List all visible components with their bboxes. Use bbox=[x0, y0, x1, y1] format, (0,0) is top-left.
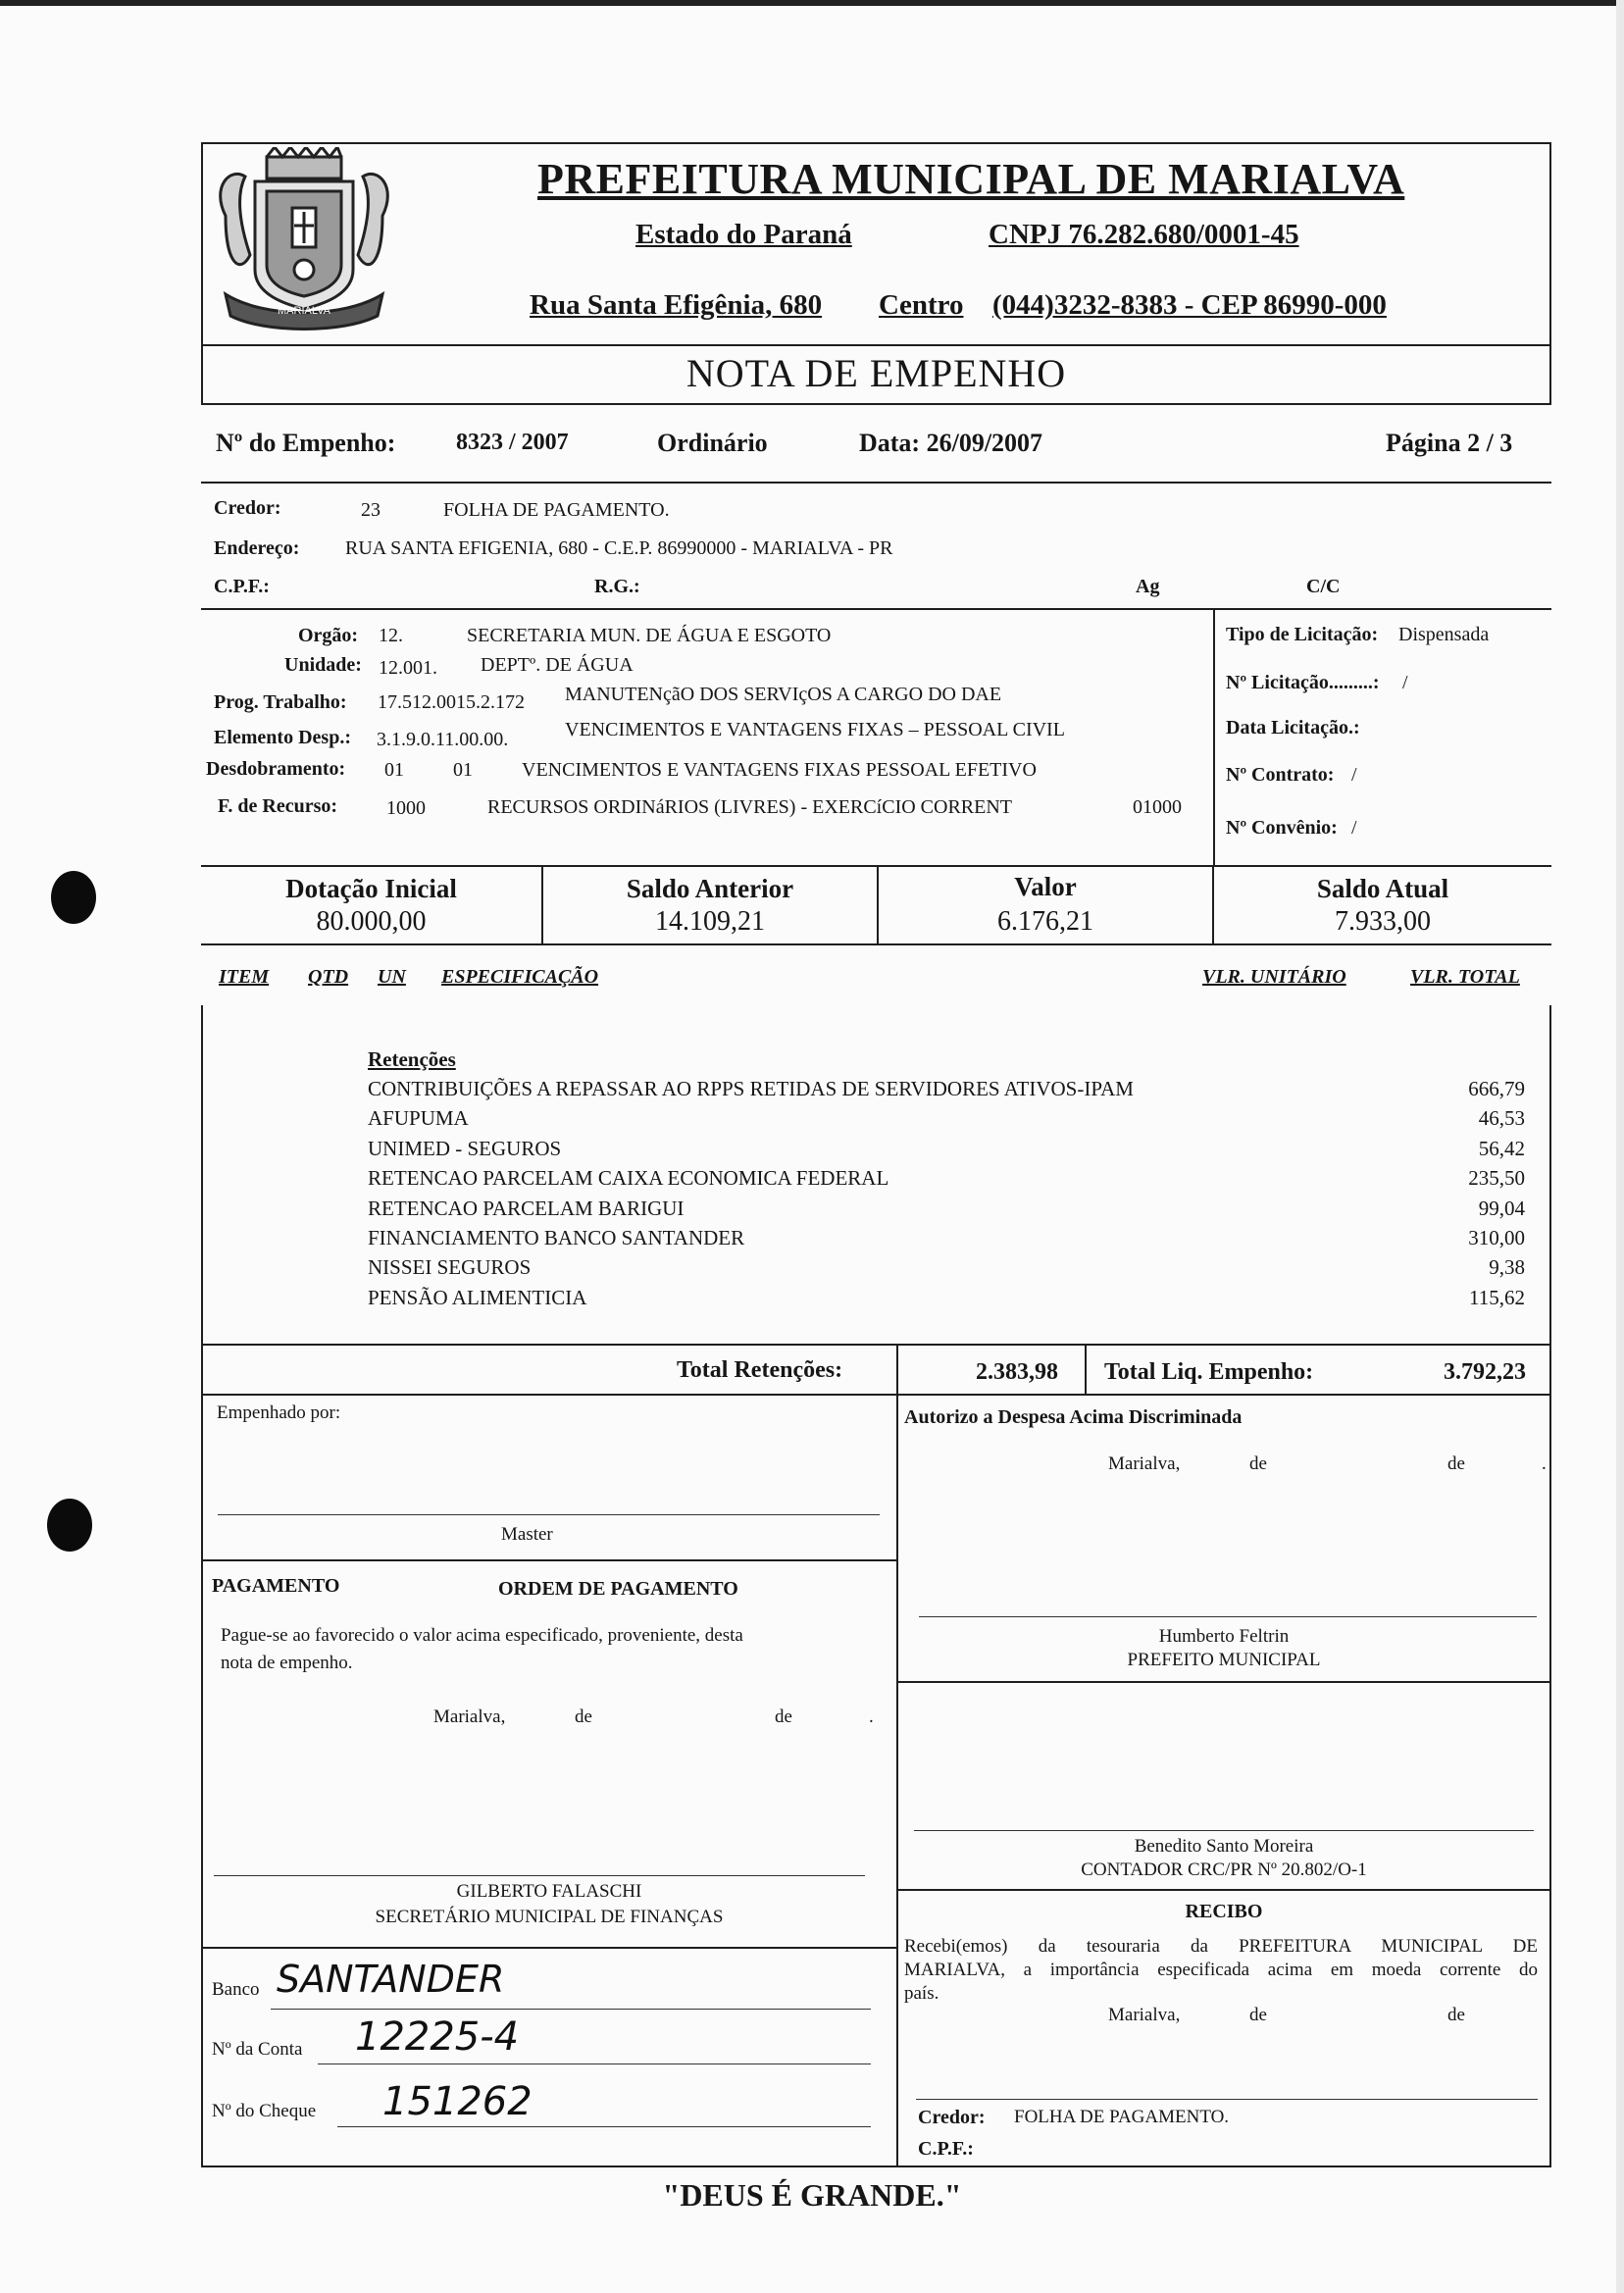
header-address: Rua Santa Efigênia, 680 bbox=[530, 289, 823, 321]
retencoes-total-top bbox=[201, 1344, 1551, 1346]
total-liquido-label: Total Liq. Empenho: bbox=[1104, 1359, 1314, 1385]
licitacao-number-value: / bbox=[1402, 672, 1408, 693]
punch-hole-bottom bbox=[47, 1499, 92, 1552]
column-qtd: QTD bbox=[308, 966, 349, 988]
valor-label: Valor bbox=[1014, 872, 1077, 901]
cpf-label: C.P.F.: bbox=[214, 576, 270, 597]
retencao-value: 56,42 bbox=[1478, 1136, 1525, 1160]
retencao-desc: AFUPUMA bbox=[368, 1106, 469, 1131]
retencoes-total-bottom bbox=[201, 1394, 1551, 1396]
retencao-desc: PENSÃO ALIMENTICIA bbox=[368, 1285, 587, 1309]
retencao-value: 46,53 bbox=[1478, 1106, 1525, 1131]
document-title: NOTA DE EMPENHO bbox=[685, 351, 1067, 395]
recibo-de-2: de bbox=[1447, 2005, 1465, 2025]
credor-name: FOLHA DE PAGAMENTO. bbox=[443, 499, 670, 521]
retencao-row bbox=[368, 1074, 1525, 1103]
retencao-value: 9,38 bbox=[1489, 1255, 1525, 1280]
contador-title: CONTADOR CRC/PR Nº 20.802/O-1 bbox=[1081, 1860, 1367, 1880]
recibo-text-line2: MARIALVA, a importância especificada acima em moeda corrente do bbox=[904, 1960, 1538, 1980]
form-bottom-border bbox=[201, 2166, 1551, 2167]
ordem-de-1: de bbox=[575, 1707, 592, 1727]
recibo-signature-line bbox=[916, 2099, 1538, 2100]
desdobramento-b: 01 bbox=[453, 759, 473, 781]
punch-hole-top bbox=[51, 871, 96, 924]
saldo-anterior-value: 14.109,21 bbox=[655, 906, 765, 937]
retencao-value: 115,62 bbox=[1469, 1285, 1525, 1309]
autorizo-de-2: de bbox=[1447, 1453, 1465, 1474]
prog-name: MANUTENçãO DOS SERVIçOS A CARGO DO DAE bbox=[565, 684, 1002, 705]
retencoes-title: Retenções bbox=[368, 1047, 456, 1071]
retencao-desc: RETENCAO PARCELAM CAIXA ECONOMICA FEDERAL bbox=[368, 1166, 889, 1191]
retencao-row bbox=[368, 1223, 1525, 1252]
summary-divider bbox=[201, 482, 1551, 484]
retencao-row bbox=[368, 1163, 1525, 1193]
empenho-date: Data: 26/09/2007 bbox=[859, 429, 1043, 457]
pagamento-label: PAGAMENTO bbox=[212, 1575, 340, 1597]
ordem-pagamento-label: ORDEM DE PAGAMENTO bbox=[498, 1578, 738, 1600]
column-specification: ESPECIFICAÇÃO bbox=[441, 966, 599, 988]
recibo-text-line1: Recebi(emos) da tesouraria da PREFEITURA MUNICIPAL DE bbox=[904, 1936, 1538, 1957]
retencao-desc: CONTRIBUIÇÕES A REPASSAR AO RPPS RETIDAS DE SERVIDORES ATIVOS-IPAM bbox=[368, 1077, 1134, 1100]
recibo-credor-label: Credor: bbox=[918, 2107, 986, 2128]
credor-label: Credor: bbox=[214, 497, 281, 519]
retencao-value: 310,00 bbox=[1468, 1225, 1525, 1249]
credor-code: 23 bbox=[361, 499, 381, 521]
cheque-label: Nº do Cheque bbox=[212, 2101, 317, 2121]
contador-signature-line bbox=[914, 1830, 1534, 1831]
cc-label: C/C bbox=[1306, 576, 1341, 597]
retencao-row bbox=[368, 1103, 1525, 1133]
header-district: Centro bbox=[879, 289, 964, 321]
fonte-code: 1000 bbox=[386, 797, 426, 819]
ag-label: Ag bbox=[1136, 576, 1160, 597]
desdobramento-label: Desdobramento: bbox=[206, 758, 346, 780]
total-retencoes-value: 2.383,98 bbox=[976, 1359, 1058, 1385]
retencoes-list bbox=[368, 1074, 1525, 1312]
prefeito-signature-line bbox=[919, 1616, 1537, 1617]
convenio-label: Nº Convênio: bbox=[1226, 817, 1338, 839]
retencao-desc: FINANCIAMENTO BANCO SANTANDER bbox=[368, 1225, 745, 1249]
licitacao-date-label: Data Licitação.: bbox=[1226, 717, 1360, 739]
orgao-name: SECRETARIA MUN. DE ÁGUA E ESGOTO bbox=[467, 625, 832, 646]
unidade-label: Unidade: bbox=[284, 654, 362, 676]
retencao-row bbox=[368, 1283, 1525, 1312]
recibo-place: Marialva, bbox=[1108, 2005, 1181, 2025]
licitacao-number-label: Nº Licitação.........: bbox=[1226, 672, 1380, 693]
ordem-place: Marialva, bbox=[433, 1707, 506, 1727]
header-phone-cep: (044)3232-8383 - CEP 86990-000 bbox=[992, 289, 1387, 321]
secretario-title: SECRETÁRIO MUNICIPAL DE FINANÇAS bbox=[375, 1907, 724, 1927]
licitacao-separator bbox=[1213, 608, 1215, 867]
fonte-label: F. de Recurso: bbox=[218, 795, 338, 817]
unidade-code: 12.001. bbox=[379, 657, 437, 679]
empenhado-signature-line bbox=[218, 1514, 880, 1515]
recibo-cpf-label: C.P.F.: bbox=[918, 2138, 974, 2160]
header-state: Estado do Paraná bbox=[635, 219, 852, 250]
coat-of-arms-logo bbox=[206, 147, 402, 333]
cheque-handwritten: 151262 bbox=[382, 2079, 533, 2124]
ordem-de-2: de bbox=[775, 1707, 792, 1727]
recibo-title: RECIBO bbox=[1185, 1901, 1263, 1922]
autorizo-dot: . bbox=[1542, 1453, 1547, 1474]
empenho-number: 8323 / 2007 bbox=[456, 430, 569, 455]
recibo-text-line3: país. bbox=[904, 1983, 939, 2004]
conta-handwritten: 12225-4 bbox=[355, 2014, 520, 2060]
column-total-value: VLR. TOTAL bbox=[1410, 966, 1520, 988]
prog-code: 17.512.0015.2.172 bbox=[378, 691, 525, 713]
column-unit-value: VLR. UNITÁRIO bbox=[1202, 966, 1346, 988]
column-un: UN bbox=[378, 966, 406, 988]
endereco-value: RUA SANTA EFIGENIA, 680 - C.E.P. 86990000 - MARIALVA - PR bbox=[345, 537, 893, 559]
retencao-row bbox=[368, 1134, 1525, 1163]
banco-label: Banco bbox=[212, 1979, 260, 2000]
retencao-desc: RETENCAO PARCELAM BARIGUI bbox=[368, 1196, 685, 1220]
banco-line bbox=[271, 2009, 871, 2010]
conta-label: Nº da Conta bbox=[212, 2039, 303, 2060]
master-label: Master bbox=[501, 1524, 553, 1545]
elemento-name: VENCIMENTOS E VANTAGENS FIXAS – PESSOAL CIVIL bbox=[565, 719, 1065, 740]
banco-top-border bbox=[201, 1947, 897, 1949]
saldo-atual-label: Saldo Atual bbox=[1316, 874, 1449, 903]
pague-text-line1: Pague-se ao favorecido o valor acima especificado, proveniente, desta bbox=[221, 1625, 743, 1646]
pague-text-line2: nota de empenho. bbox=[221, 1653, 353, 1673]
endereco-label: Endereço: bbox=[214, 537, 300, 559]
autorizo-de-1: de bbox=[1249, 1453, 1267, 1474]
unidade-name: DEPTº. DE ÁGUA bbox=[481, 654, 634, 676]
retencao-desc: UNIMED - SEGUROS bbox=[368, 1136, 562, 1160]
dotacao-inicial-value: 80.000,00 bbox=[316, 906, 427, 937]
total-retencoes-label: Total Retenções: bbox=[677, 1357, 843, 1383]
retencao-row bbox=[368, 1252, 1525, 1282]
column-item: ITEM bbox=[219, 966, 270, 988]
svg-text:MARIALVA: MARIALVA bbox=[278, 305, 330, 317]
header-title: PREFEITURA MUNICIPAL DE MARIALVA bbox=[537, 155, 1405, 203]
orgao-code: 12. bbox=[379, 625, 403, 646]
retencao-desc: NISSEI SEGUROS bbox=[368, 1255, 532, 1280]
items-left-border bbox=[201, 1005, 203, 2167]
scan-top-edge bbox=[0, 0, 1624, 6]
saldo-anterior-label: Saldo Anterior bbox=[626, 874, 794, 903]
fonte-extra: 01000 bbox=[1133, 796, 1182, 818]
saldo-atual-value: 7.933,00 bbox=[1335, 906, 1431, 937]
footer-motto: "DEUS É GRANDE." bbox=[662, 2177, 962, 2213]
tipo-licitacao-value: Dispensada bbox=[1398, 624, 1490, 645]
convenio-value: / bbox=[1351, 817, 1357, 839]
secretario-name: GILBERTO FALASCHI bbox=[456, 1881, 642, 1902]
credor-divider bbox=[201, 608, 1551, 610]
prog-label: Prog. Trabalho: bbox=[214, 691, 347, 713]
contador-name: Benedito Santo Moreira bbox=[1134, 1836, 1314, 1857]
recibo-de-1: de bbox=[1249, 2005, 1267, 2025]
liq-separator bbox=[1085, 1344, 1087, 1395]
secretario-signature-line bbox=[214, 1875, 865, 1876]
banco-handwritten: SANTANDER bbox=[277, 1958, 505, 2001]
desdobramento-a: 01 bbox=[384, 759, 404, 781]
dotacao-inicial-label: Dotação Inicial bbox=[285, 874, 457, 903]
autorizo-label: Autorizo a Despesa Acima Discriminada bbox=[904, 1406, 1243, 1428]
empenho-type: Ordinário bbox=[657, 429, 768, 457]
items-right-border bbox=[1549, 1005, 1551, 2167]
ordem-dot: . bbox=[869, 1707, 874, 1727]
scan-right-edge bbox=[1616, 0, 1624, 2293]
page-number: Página 2 / 3 bbox=[1386, 429, 1513, 457]
empenho-label: Nº do Empenho: bbox=[216, 429, 396, 457]
autorizo-place: Marialva, bbox=[1108, 1453, 1181, 1474]
recibo-credor-value: FOLHA DE PAGAMENTO. bbox=[1014, 2107, 1230, 2127]
empenhado-por-label: Empenhado por: bbox=[217, 1402, 341, 1423]
orgao-label: Orgão: bbox=[298, 625, 359, 646]
prefeito-title: PREFEITO MUNICIPAL bbox=[1127, 1650, 1321, 1670]
header-divider bbox=[201, 344, 1551, 346]
cheque-line bbox=[337, 2126, 871, 2127]
recibo-top-border bbox=[896, 1889, 1551, 1891]
desdobramento-name: VENCIMENTOS E VANTAGENS FIXAS PESSOAL EFETIVO bbox=[522, 759, 1037, 781]
retencao-row bbox=[368, 1194, 1525, 1223]
tipo-licitacao-label: Tipo de Licitação: bbox=[1226, 624, 1379, 645]
contrato-value: / bbox=[1351, 764, 1357, 786]
bottom-column-separator bbox=[896, 1344, 898, 2167]
elemento-code: 3.1.9.0.11.00.00. bbox=[377, 729, 509, 750]
pagamento-top-border bbox=[201, 1559, 897, 1561]
elemento-label: Elemento Desp.: bbox=[214, 727, 351, 748]
valor-value: 6.176,21 bbox=[997, 906, 1093, 937]
contrato-label: Nº Contrato: bbox=[1226, 764, 1335, 786]
retencao-value: 666,79 bbox=[1468, 1077, 1525, 1100]
header-cnpj: CNPJ 76.282.680/0001-45 bbox=[989, 219, 1299, 250]
total-liquido-value: 3.792,23 bbox=[1444, 1359, 1526, 1385]
fonte-name: RECURSOS ORDINáRIOS (LIVRES) - EXERCíCIO CORRENT bbox=[487, 796, 1013, 818]
prefeito-name: Humberto Feltrin bbox=[1158, 1626, 1290, 1647]
retencao-value: 235,50 bbox=[1468, 1166, 1525, 1191]
contador-top-border bbox=[896, 1681, 1551, 1683]
rg-label: R.G.: bbox=[594, 576, 640, 597]
retencao-value: 99,04 bbox=[1478, 1196, 1525, 1220]
